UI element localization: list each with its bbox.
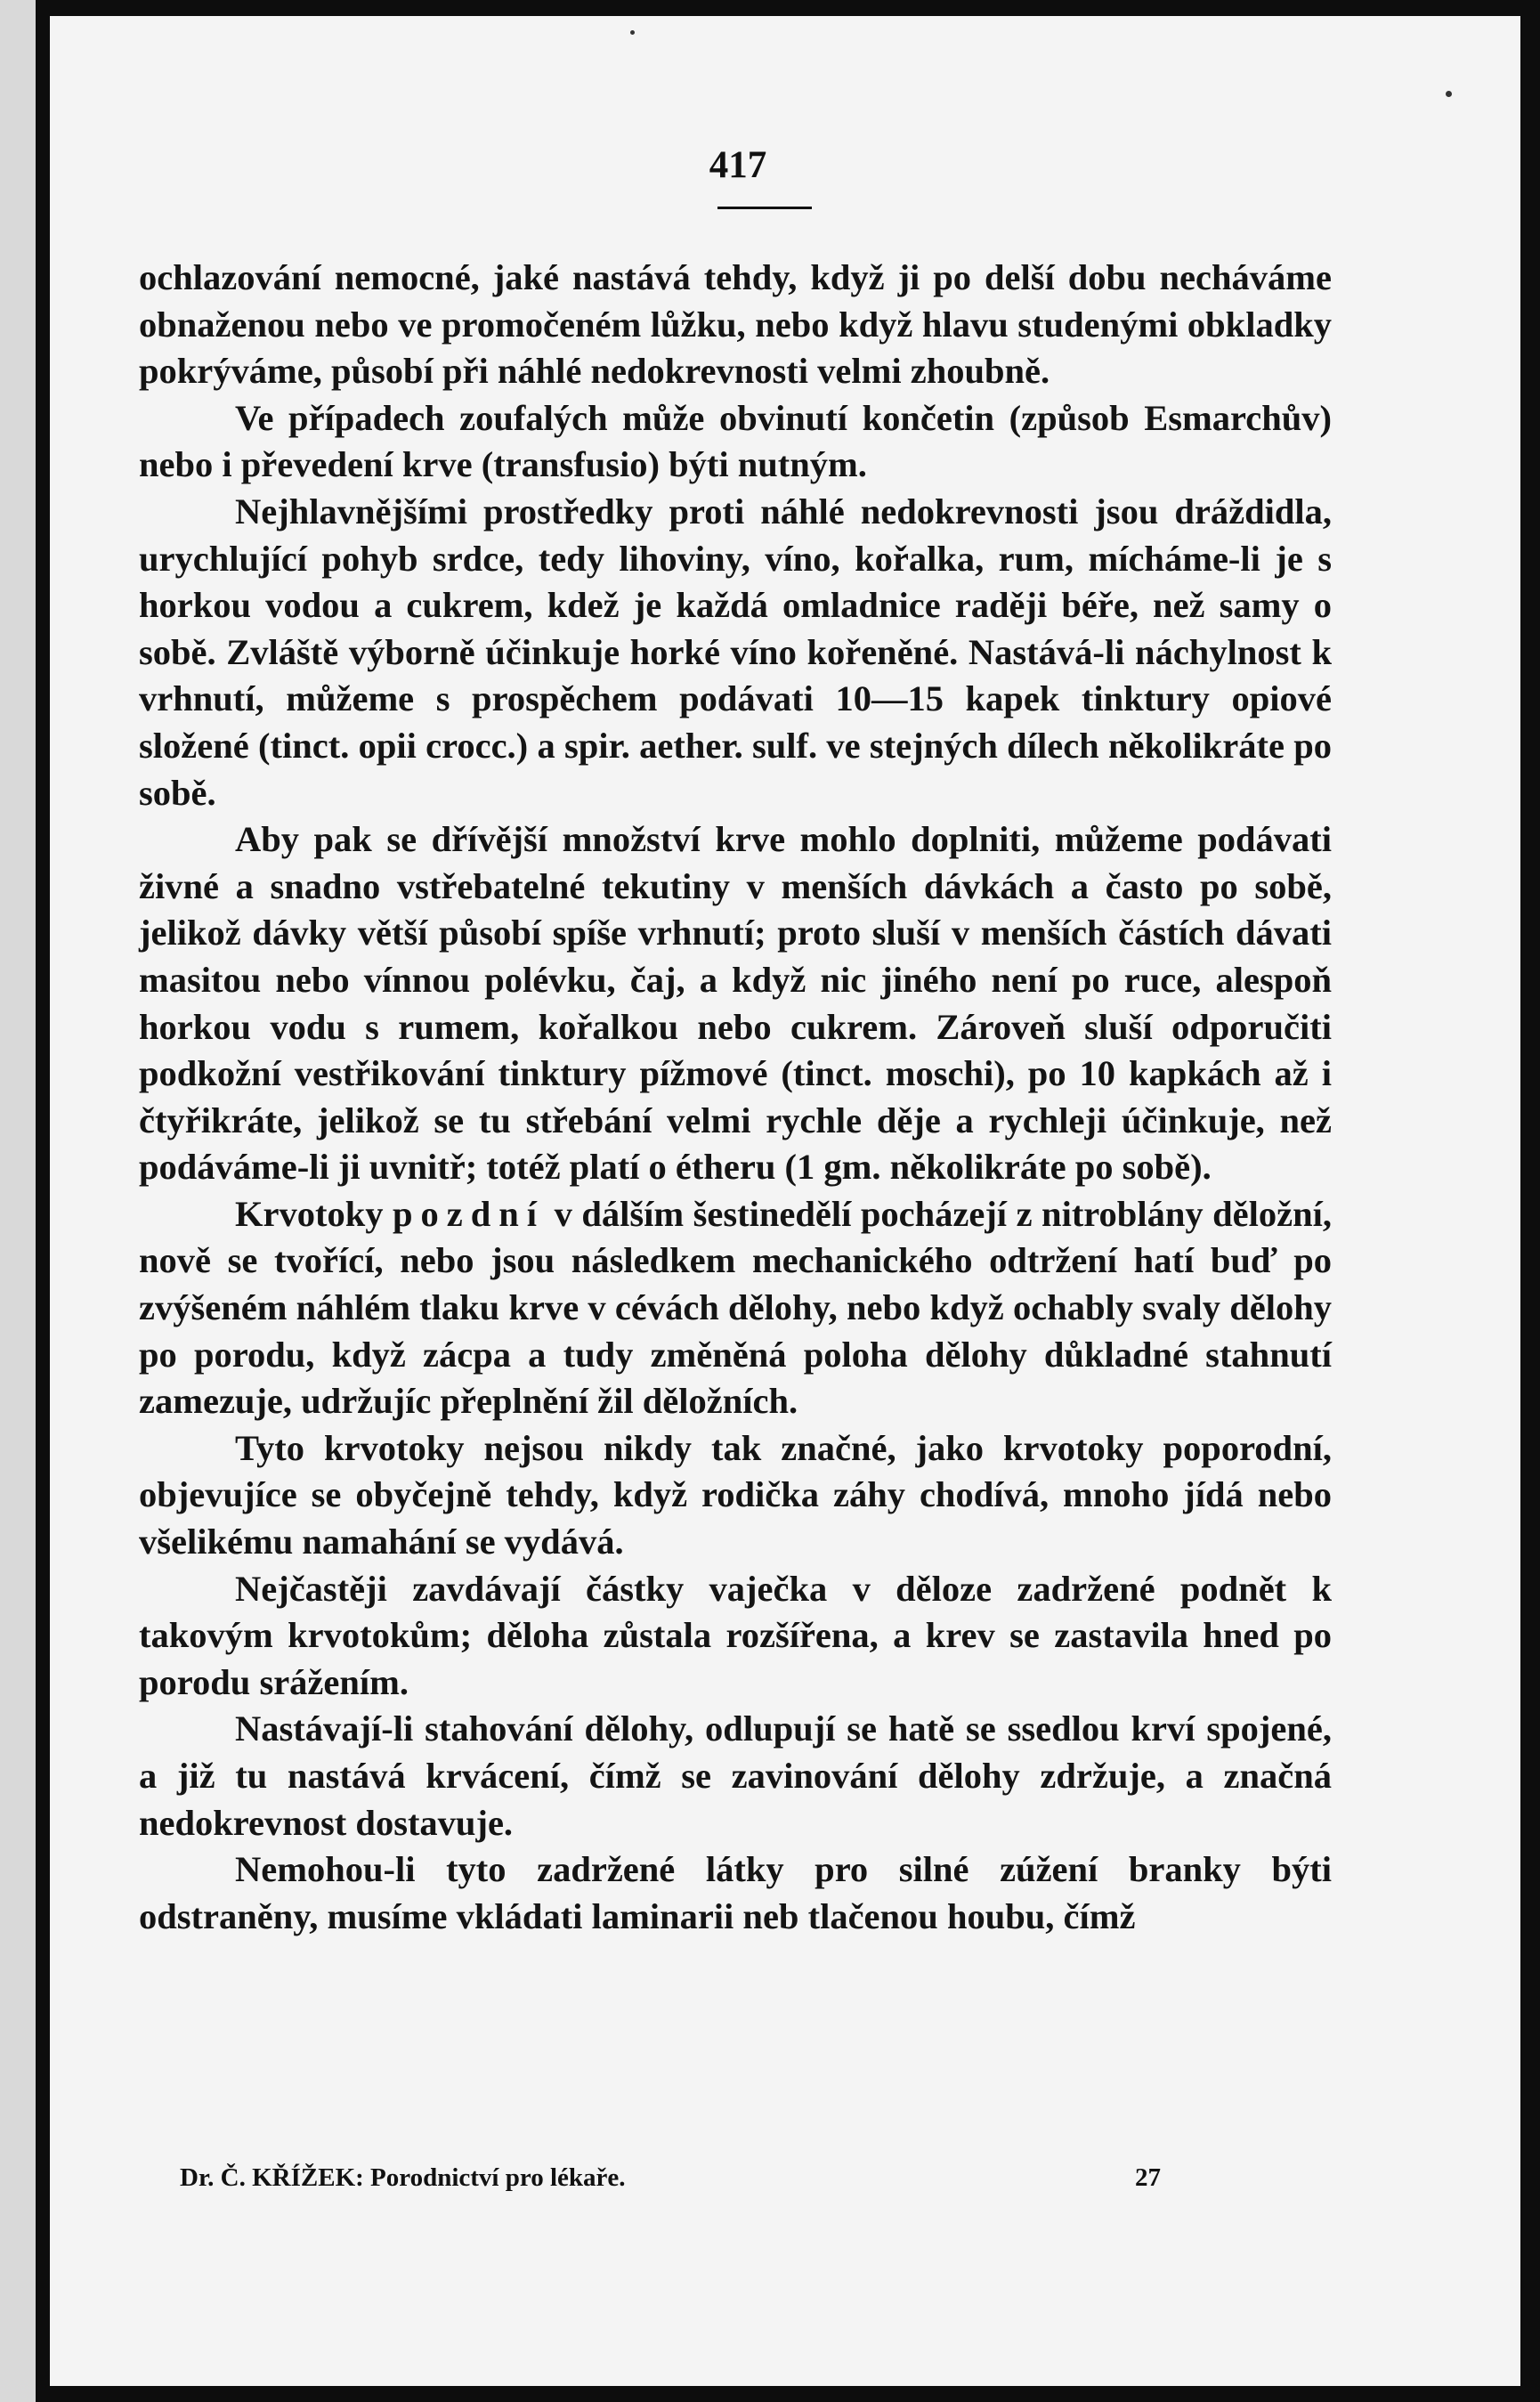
footer-author: Dr. Č. KŘÍŽEK: Porodnictví pro lékaře. — [180, 2163, 626, 2192]
spaced-emphasis: pozdní — [393, 1193, 546, 1234]
paragraph: Tyto krvotoky nejsou nikdy tak značné, jako krvotoky poporodní, objevujíce se obyčejně tehdy, když rodička záhy chodívá, mnoho jídá nebo všelikému namahání se vydává. — [139, 1427, 1332, 1562]
paragraph: Nejčastěji zavdávají částky vaječka v děloze zadržené podnět k takovým krvotokům; děloha zůstala rozšířena, a krev se zastavila hned po porodu srážením. — [139, 1568, 1332, 1702]
paragraph: Nastávají-li stahování dělohy, odlupují se hatě se ssedlou krví spojené, a již tu nastává krvácení, čímž se zavinování dělohy zdržuje, a značná nedokrevnost dostavuje. — [139, 1708, 1332, 1843]
paragraph: Krvotoky pozdní v dálším šestinedělí pocházejí z nitroblány děložní, nově se tvořící, nebo jsou následkem mechanického odtržení hatí buď po zvýšeném náhlém tlaku krve v cévách dělohy, nebo když ochably svaly dělohy po porodu, když zácpa a tudy změněná poloha dělohy důkladné stahnutí zamezuje, udržujíc přeplnění žil děložních. — [139, 1193, 1332, 1422]
dust-speck — [1446, 91, 1452, 97]
body-text — [139, 255, 1332, 1940]
paragraph: Nejhlavnějšími prostředky proti náhlé nedokrevnosti jsou dráždidla, urychlující pohyb srdce, tedy lihoviny, víno, kořalka, rum, mícháme-li je s horkou vodou a cukrem, kdež je každá omladnice raději béře, než samy o sobě. Zvláště výborně účinkuje horké víno kořeněné. Nastává-li náchylnost k vrhnutí, můžeme s prospěchem podávati 10—15 kapek tinktury opiové složené (tinct. opii crocc.) a spir. aether. sulf. ve stejných dílech několikráte po sobě. — [139, 491, 1332, 813]
paragraph: Aby pak se dřívější množství krve mohlo doplniti, můžeme podávati živné a snadno vstřebatelné tekutiny v menších dávkách a často po sobě, jelikož dávky větší působí spíše vrhnutí; proto sluší v menších částích dávati masitou nebo vínnou polévku, čaj, a když nic jiného není po ruce, alespoň horkou vodu s rumem, kořalkou nebo cukrem. Zároveň sluší odporučiti podkožní vestřikování tinktury pížmové (tinct. moschi), po 10 kapkách až i čtyřikráte, jelikož se tu střebání velmi rychle děje a rychleji účinkuje, než podáváme-li ji uvnitř; totéž platí o étheru (1 gm. několikráte po sobě). — [139, 819, 1332, 1188]
page-footer — [180, 2163, 1161, 2193]
dust-speck — [630, 30, 635, 35]
previous-page-edge — [0, 0, 36, 2402]
paragraph: Nemohou-li tyto zadržené látky pro silné zúžení branky býti odstraněny, musíme vkládati laminarii neb tlačenou houbu, čímž — [139, 1849, 1332, 1936]
page-number: 417 — [709, 144, 767, 186]
paragraph: ochlazování nemocné, jaké nastává tehdy, když ji po delší dobu necháváme obnaženou nebo ve promočeném lůžku, nebo když hlavu studenými obkladky pokrýváme, působí při náhlé nedokrevnosti velmi zhoubně. — [139, 257, 1332, 392]
page-number-underline — [717, 207, 812, 209]
book-page — [50, 16, 1520, 2386]
signature-mark: 27 — [1135, 2163, 1161, 2192]
paragraph: Ve případech zoufalých může obvinutí končetin (způsob Esmarchův) nebo i převedení krve (transfusio) býti nutným. — [139, 397, 1332, 485]
